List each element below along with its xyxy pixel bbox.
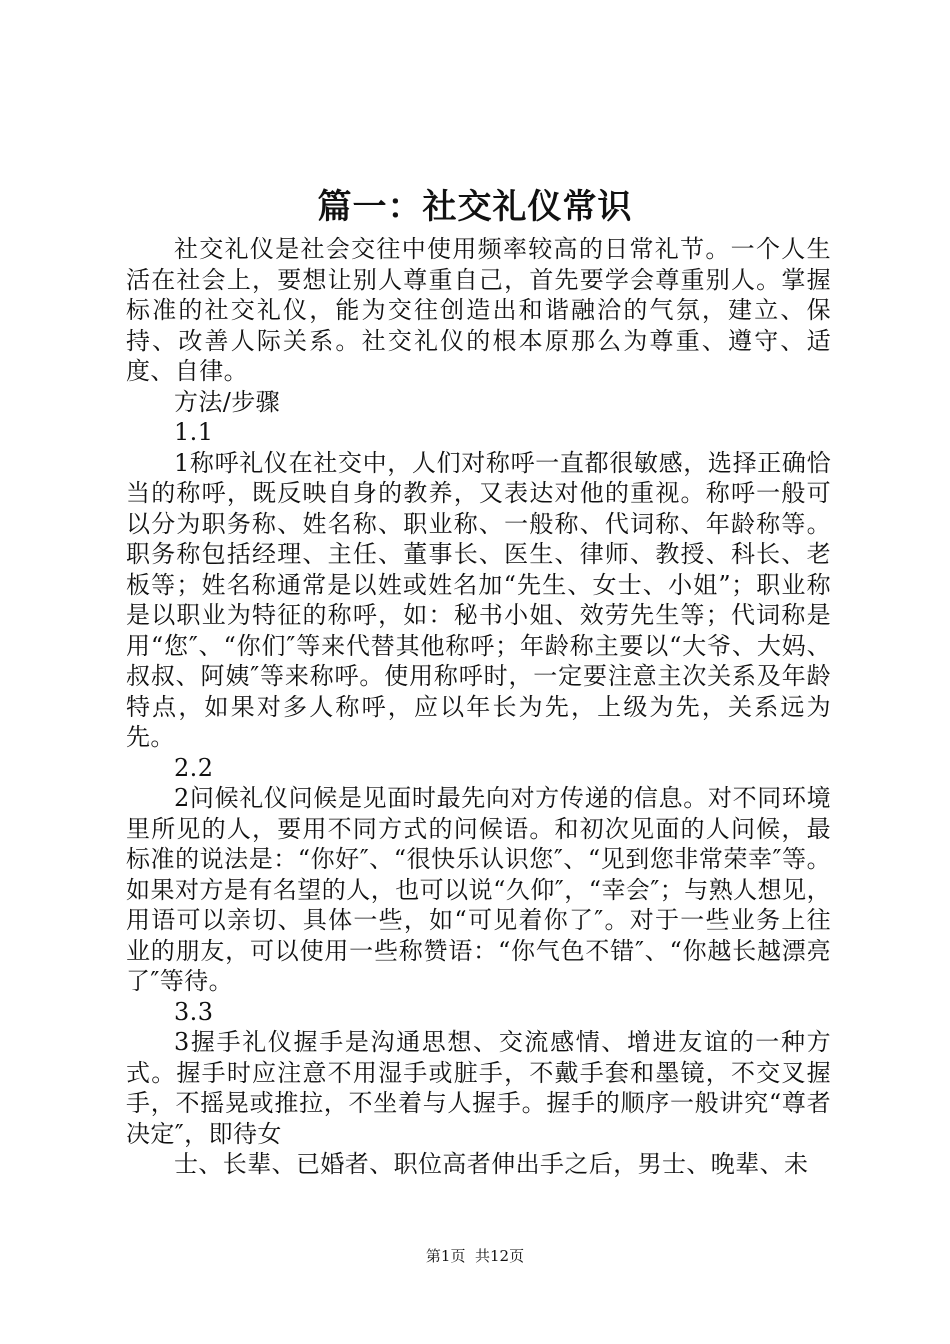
handshake-etiquette-paragraph: 3握手礼仪握手是沟通思想、交流感情、增进友谊的一种方式。握手时应注意不用湿手或脏手，不戴手套和墨镜，不交叉握手，不摇晃或推拉，不坐着与人握手。握手的顺序一般讲究“尊者决定″，即待女 [126, 1028, 831, 1148]
step-number-1: 1.1 [174, 418, 214, 446]
page-total: 共12页 [475, 1247, 525, 1265]
intro-paragraph: 社交礼仪是社会交往中使用频率较高的日常礼节。一个人生活在社会上，要想让别人尊重自己，首先要学会尊重别人。掌握标准的社交礼仪，能为交往创造出和谐融洽的气氛，建立、保持、改善人际关系。社交礼仪的根本原那么为尊重、遵守、适度、自律。 [126, 235, 831, 385]
step-number-2: 2.2 [174, 753, 214, 782]
address-etiquette-paragraph: 1称呼礼仪在社交中，人们对称呼一直都很敏感，选择正确恰当的称呼，既反映自身的教养，又表达对他的重视。称呼一般可以分为职务称、姓名称、职业称、一般称、代词称、年龄称等。职务称包括经理、主任、董事长、医生、律师、教授、科长、老板等；姓名称通常是以姓或姓名加“先生、女士、小姐”；职业称是以职业为特征的称呼，如：秘书小姐、效劳先生等；代词称是用“您″、“你们″等来代替其他称呼；年龄称主要以“大爷、大妈、叔叔、阿姨″等来称呼。使用称呼时，一定要注意主次关系及年龄特点，如果对多人称呼，应以年长为先，上级为先，关系远为先。 [126, 448, 831, 751]
method-steps-heading: 方法/步骤 [174, 387, 281, 416]
greeting-etiquette-paragraph: 2问候礼仪问候是见面时最先向对方传递的信息。对不同环境里所见的人，要用不同方式的问候语。和初次见面的人问候，最标准的说法是：“你好″、“很快乐认识您″、“见到您非常荣幸″等。如果对方是有名望的人，也可以说“久仰″，“幸会″；与熟人想见，用语可以亲切、具体一些，如“可见着你了″。对于一些业务上往业的朋友，可以使用一些称赞语：“你气色不错″、“你越长越漂亮了″等待。 [126, 784, 831, 995]
handshake-continuation-paragraph: 士、长辈、已婚者、职位高者伸出手之后，男士、晚辈、未 [174, 1150, 809, 1178]
document-body [126, 234, 831, 1180]
page-number: 第1页 [425, 1247, 466, 1265]
document-title: 篇一：社交礼仪常识 [317, 187, 633, 227]
step-number-3: 3.3 [174, 997, 214, 1026]
page-footer [0, 1246, 950, 1266]
